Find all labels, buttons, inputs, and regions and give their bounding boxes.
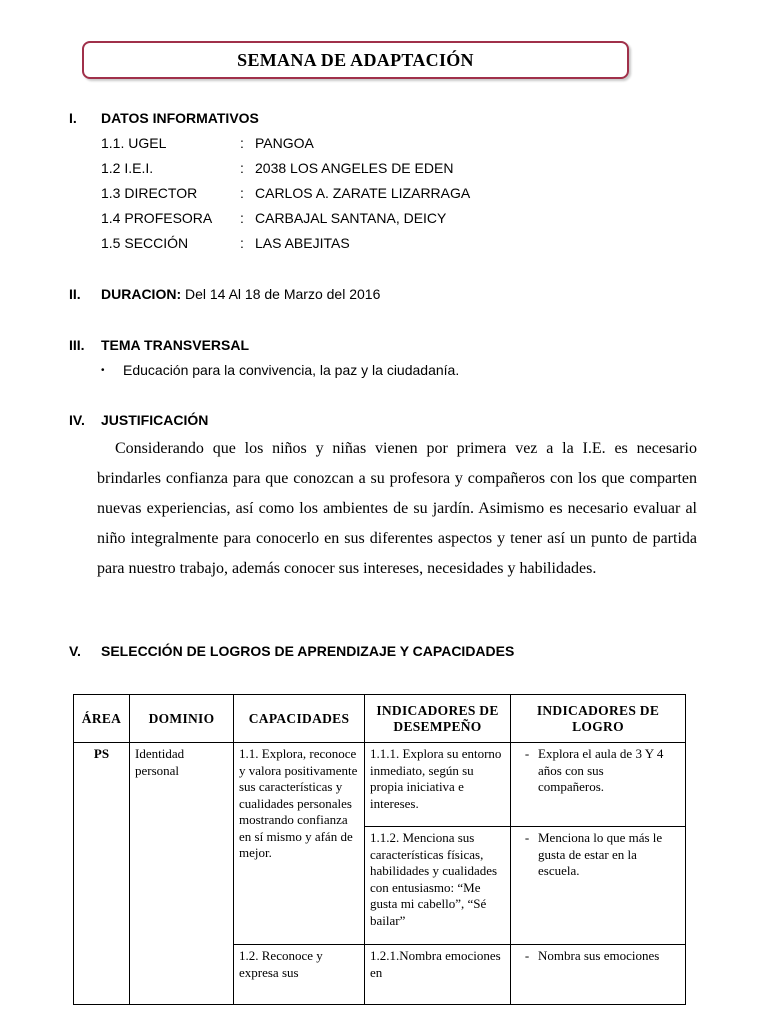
title-box <box>82 41 629 79</box>
dash-marker: - <box>524 746 530 761</box>
capacidad-cell: 1.2. Reconoce y expresa sus <box>234 945 365 1005</box>
logros-table <box>73 694 686 1005</box>
header-area: ÁREA <box>74 695 130 743</box>
header-indicadores-logro: INDICADORES DE LOGRO <box>511 695 686 743</box>
logro-cell: - Explora el aula de 3 Y 4 años con sus compañeros. <box>511 743 686 827</box>
section-duracion: II. DURACION: Del 14 Al 18 de Marzo del 2016 <box>69 286 381 302</box>
dash-marker: - <box>524 948 530 963</box>
table-header-row <box>74 695 686 743</box>
header-dominio: DOMINIO <box>130 695 234 743</box>
section-tema-transversal: III. TEMA TRANSVERSAL <box>69 337 250 353</box>
area-cell: PS <box>74 743 130 1005</box>
section-datos-informativos: I. DATOS INFORMATIVOS <box>69 110 259 126</box>
section-justificacion: IV. JUSTIFICACIÓN <box>69 412 209 428</box>
indicador-cell: 1.2.1.Nombra emociones en <box>365 945 511 1005</box>
dash-marker: - <box>524 830 530 845</box>
capacidad-cell: 1.1. Explora, reconoce y valora positivamente sus características y cualidades personales mostrando confianza en sí mismo y afán de mejor. <box>234 743 365 945</box>
dominio-cell: Identidad personal <box>130 743 234 1005</box>
indicador-cell: 1.1.2. Menciona sus características físicas, habilidades y cualidades con entusiasmo: “Me gusta mi cabello”, “Sé bailar” <box>365 827 511 945</box>
table-row <box>74 743 686 827</box>
logro-cell: - Menciona lo que más le gusta de estar en la escuela. <box>511 827 686 945</box>
header-capacidades: CAPACIDADES <box>234 695 365 743</box>
header-indicadores-desempeno: INDICADORES DE DESEMPEÑO <box>365 695 511 743</box>
page-title: SEMANA DE ADAPTACIÓN <box>237 49 474 70</box>
section-logros: V. SELECCIÓN DE LOGROS DE APRENDIZAJE Y CAPACIDADES <box>69 643 515 659</box>
indicador-cell: 1.1.1. Explora su entorno inmediato, según su propia iniciativa e intereses. <box>365 743 511 827</box>
bullet-icon: • <box>101 365 105 376</box>
justificacion-paragraph: Considerando que los niños y niñas vienen por primera vez a la I.E. es necesario brindarles confianza para que conozcan a su profesora y compañeros con los que comparten nuevas experiencias, así como los ambientes de su jardín. Asimismo es necesario evaluar al niño integralmente para conocerlo en sus diferentes aspectos y tener así un punto de partida para nuestro trabajo, además conocer sus intereses, necesidades y habilidades. <box>97 440 697 577</box>
duracion-value: Del 14 Al 18 de Marzo del 2016 <box>181 286 381 302</box>
logro-cell: - Nombra sus emociones <box>511 945 686 1005</box>
